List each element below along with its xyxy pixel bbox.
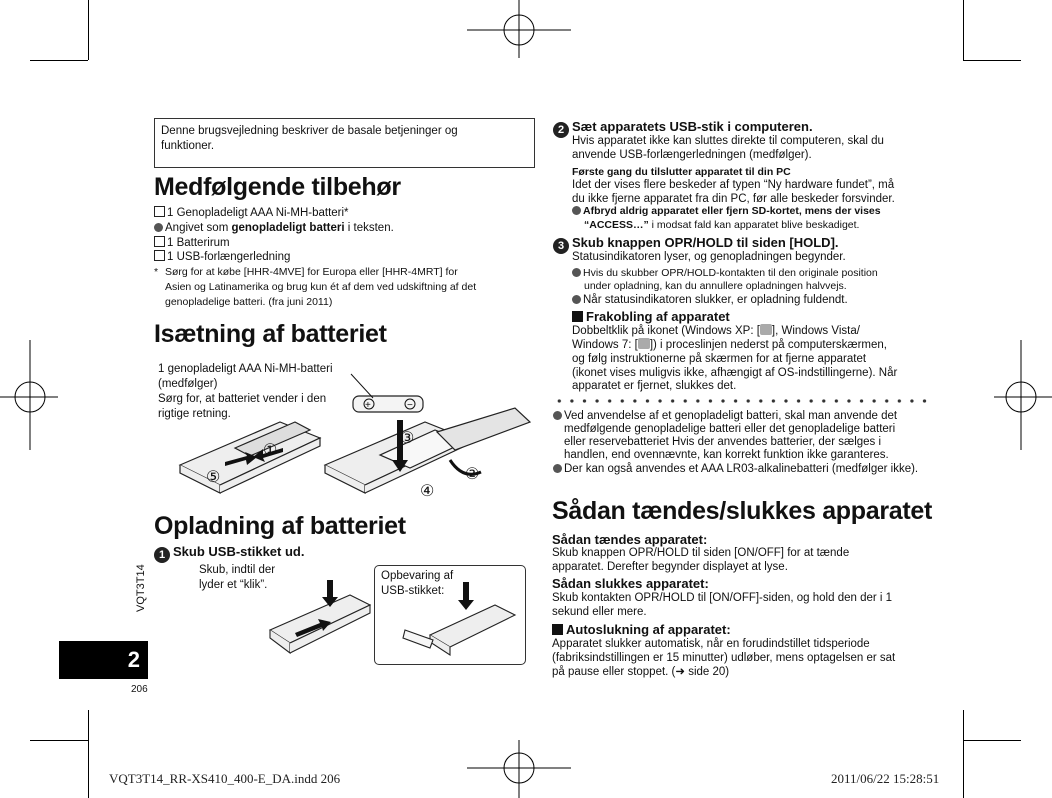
intro-line: Denne brugsvejledning beskriver de basale betjeninger og <box>161 125 458 137</box>
usb-storage-illustration <box>395 580 520 662</box>
body-line: og følg instruktionerne på skærmen for at fjerne apparatet <box>572 353 867 365</box>
subheading: Autoslukning af apparatet: <box>552 622 731 637</box>
body-line: Windows 7: [ ]) i proceslinjen nederst på computerskærmen, <box>572 339 887 351</box>
footer-file: VQT3T14_RR-XS410_400-E_DA.indd 206 <box>109 771 341 786</box>
step-3: 3 Skub knappen OPR/HOLD til siden [HOLD]. <box>553 234 839 254</box>
callout-text: USB-stikket: <box>381 585 445 597</box>
step-number: 3 <box>553 238 569 254</box>
bullet-icon <box>154 223 163 232</box>
usb-slide-illustration <box>265 575 375 675</box>
bullet-line: Hvis du skubber OPR/HOLD-kontakten til den originale position <box>572 266 878 280</box>
battery-insertion-illustration <box>175 360 535 510</box>
step-marker-5: ⑤ <box>206 469 221 486</box>
figure-caption: 1 genopladeligt AAA Ni-MH-batteri <box>158 363 333 375</box>
list-item: 1 Batterirum <box>154 236 230 251</box>
step-number: 2 <box>553 122 569 138</box>
footnote-mark: * <box>154 266 159 278</box>
square-bullet-icon <box>572 311 583 322</box>
body-line: Idet der vises flere beskeder af typen “Ny hardware fundet”, må <box>572 179 895 191</box>
warning-line: Afbryd aldrig apparatet eller fjern SD-kortet, mens der vises <box>572 204 881 218</box>
body-line: Skub knappen OPR/HOLD til siden [ON/OFF] for at tænde <box>552 547 850 559</box>
section-title-charging: Opladning af batteriet <box>154 512 406 540</box>
product-code: VQT3T14 <box>135 564 147 612</box>
intro-box <box>154 118 535 168</box>
figure-caption: (medfølger) <box>158 378 218 390</box>
safely-remove-icon <box>638 338 650 349</box>
subheading: Første gang du tilslutter apparatet til din PC <box>572 166 791 178</box>
bullet-icon <box>572 206 581 215</box>
body-line: apparatet er fjernet, slukkes det. <box>572 380 737 392</box>
step-number: 1 <box>154 547 170 563</box>
list-item: Angivet som genopladeligt batteri i teksten. <box>154 221 394 236</box>
section-title-battery-insert: Isætning af batteriet <box>154 320 387 348</box>
body-line: Dobbeltklik på ikonet (Windows XP: [ ], Windows Vista/ <box>572 325 860 337</box>
bullet-icon <box>572 268 581 277</box>
note-line: eller reservebatteriet Hvis der anvendes batterier, der sælges i <box>564 436 882 448</box>
step1-caption: Skub, indtil der <box>199 564 276 576</box>
section-title-power: Sådan tændes/slukkes apparatet <box>552 497 933 525</box>
bullet-line: Når statusindikatoren slukker, er opladning fuldendt. <box>572 293 848 308</box>
note-line: Ved anvendelse af et genopladeligt batteri, skal man anvende det <box>553 409 897 424</box>
bullet-icon <box>553 411 562 420</box>
safely-remove-icon <box>760 324 772 335</box>
body-line: apparatet. Derefter begynder displayet at lyse. <box>552 561 788 573</box>
chapter-tab: 2 <box>59 641 148 679</box>
checkbox-icon <box>154 236 165 247</box>
note-line: handlen, end ovennævnte, kan korrekt funktion ikke garanteres. <box>564 449 889 461</box>
step1-caption: lyder et “klik”. <box>199 579 268 591</box>
footnote-line: Asien og Latinamerika og brug kun ét af dem ved udskiftning af det <box>165 281 477 293</box>
figure-caption: Sørg for, at batteriet vender i den <box>158 393 327 405</box>
step-marker-2: ② <box>465 466 480 483</box>
body-line: sekund eller mere. <box>552 606 647 618</box>
subheading: Frakobling af apparatet <box>572 309 730 324</box>
bullet-icon <box>572 295 581 304</box>
list-item: 1 USB-forlængerledning <box>154 250 290 265</box>
section-title-accessories: Medfølgende tilbehør <box>154 173 401 201</box>
bullet-line: under opladning, kan du annullere opladningen halvvejs. <box>584 280 847 292</box>
body-line: anvende USB-forlængerledningen (medfølger). <box>572 149 812 161</box>
svg-text:−: − <box>407 400 413 411</box>
step-marker-1: ① <box>263 442 278 459</box>
footnote-line: genopladelige batteri. (fra juni 2011) <box>165 296 333 308</box>
intro-line: funktioner. <box>161 140 215 152</box>
step-marker-4: ④ <box>420 483 435 500</box>
step-marker-3: ③ <box>400 430 415 447</box>
body-line: Apparatet slukker automatisk, når en forudindstillet tidsperiode <box>552 638 870 650</box>
body-line: (ikonet vises muligvis ikke, afhængigt af OS-indstillingerne). Når <box>572 367 898 379</box>
figure-caption: rigtige retning. <box>158 408 231 420</box>
footer-timestamp: 2011/06/22 15:28:51 <box>831 771 940 786</box>
body-line: Skub kontakten OPR/HOLD til [ON/OFF]-siden, og hold den der i 1 <box>552 592 893 604</box>
body-line: du ikke fjerne apparatet fra din PC, før alle beskeder forsvinder. <box>572 193 895 205</box>
list-item: 1 Genopladeligt AAA Ni-MH-batteri* <box>154 206 349 221</box>
body-line: på pause eller stoppet. (➜ side 20) <box>552 666 730 678</box>
usb-storage-callout <box>374 565 526 665</box>
checkbox-icon <box>154 250 165 261</box>
bullet-icon <box>553 464 562 473</box>
step-1: 1 Skub USB-stikket ud. <box>154 543 304 563</box>
checkbox-icon <box>154 206 165 217</box>
step-2: 2 Sæt apparatets USB-stik i computeren. <box>553 118 813 138</box>
body-line: (fabriksindstillingen er 15 minutter) udløber, mens optagelsen er sat <box>552 652 896 664</box>
warning-line: “ACCESS…” i modsat fald kan apparatet blive beskadiget. <box>584 219 860 231</box>
body-line: Statusindikatoren lyser, og genopladningen begynder. <box>572 251 846 263</box>
subheading: Sådan slukkes apparatet: <box>552 576 709 591</box>
square-bullet-icon <box>552 624 563 635</box>
note-line: Der kan også anvendes et AAA LR03-alkalinebatteri (medfølger ikke). <box>553 462 918 477</box>
subheading: Sådan tændes apparatet: <box>552 532 708 547</box>
body-line: Hvis apparatet ikke kan sluttes direkte til computeren, skal du <box>572 135 884 147</box>
callout-text: Opbevaring af <box>381 570 454 582</box>
note-line: medfølgende genopladelige batteri eller det genopladelige batteri <box>564 423 896 435</box>
footnote-line: Sørg for at købe [HHR-4MVE] for Europa eller [HHR-4MRT] for <box>165 266 458 278</box>
page-number: 206 <box>131 684 148 695</box>
arrow-right-icon: ➜ <box>675 666 686 678</box>
dotted-divider <box>553 396 933 406</box>
svg-text:+: + <box>365 400 371 411</box>
